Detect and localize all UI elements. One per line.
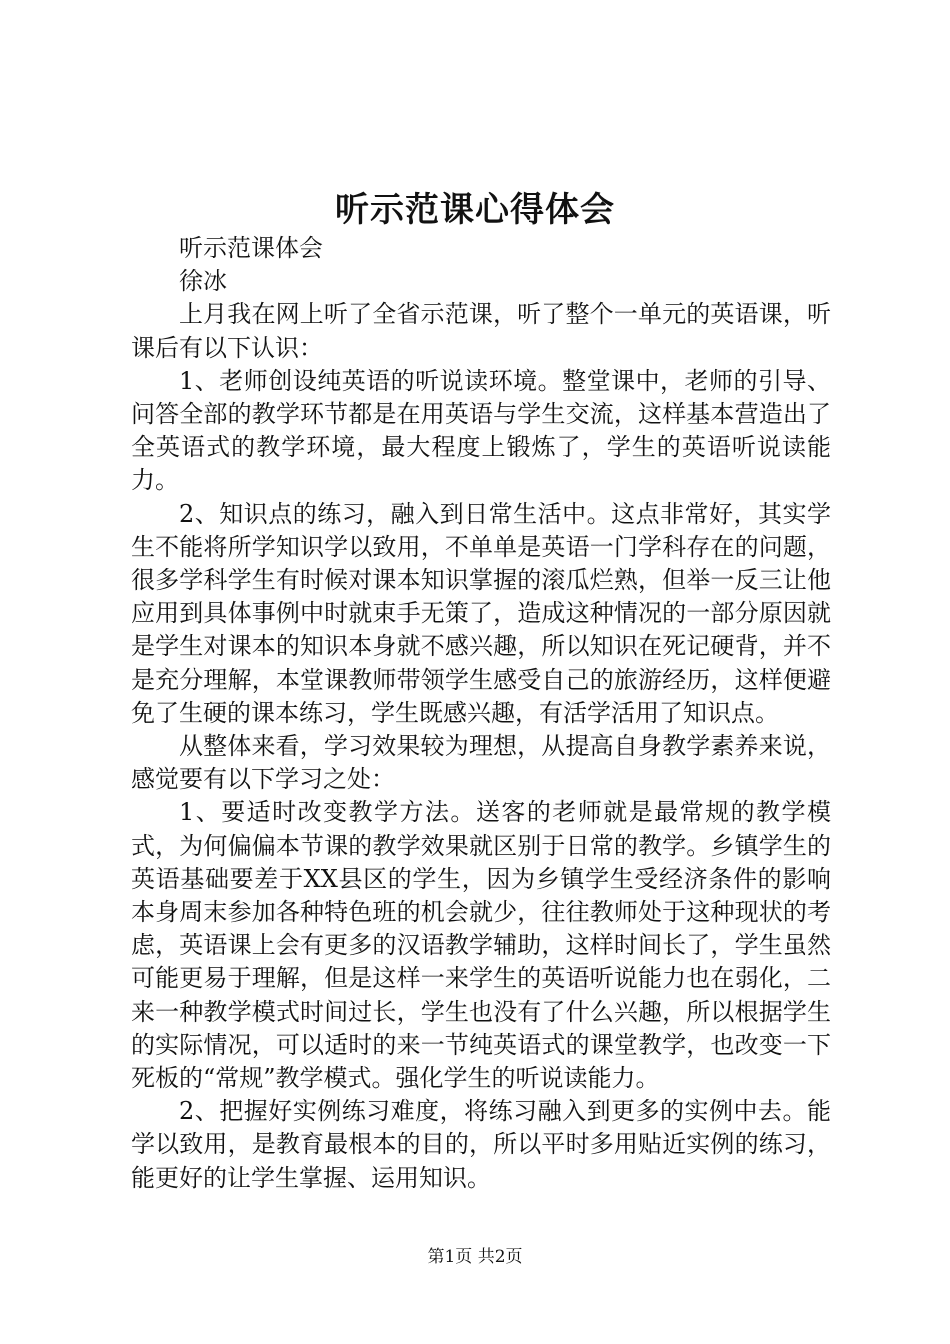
intro-paragraph: 上月我在网上听了全省示范课，听了整个一单元的英语课，听课后有以下认识： [131,300,831,362]
learning-paragraph-1: 1、要适时改变教学方法。送客的老师就是最常规的教学模式，为何偏偏本节课的教学效果就区别于日常的教学。乡镇学生的英语基础要差于XX县区的学生，因为乡镇学生受经济条件的影响本身周末参加各种特色班的机会就少，往往教师处于这种现状的考虑，英语课上会有更多的汉语教学辅助，这样时间长了，学生虽然可能更易于理解，但是这样一来学生的英语听说能力也在弱化，二来一种教学模式时间过长，学生也没有了什么兴趣，所以根据学生的实际情况，可以适时的来一节纯英语式的课堂教学，也改变一下死板的“常规”教学模式。强化学生的听说读能力。 [131,798,831,1093]
point-paragraph-2: 2、知识点的练习，融入到日常生活中。这点非常好，其实学生不能将所学知识学以致用，不单单是英语一门学科存在的问题，很多学科学生有时候对课本知识掌握的滚瓜烂熟，但举一反三让他应用到具体事例中时就束手无策了，造成这种情况的一部分原因就是学生对课本的知识本身就不感兴趣，所以知识在死记硬背，并不是充分理解，本堂课教师带领学生感受自己的旅游经历，这样便避免了生硬的课本练习，学生既感兴趣，有活学活用了知识点。 [131,499,831,727]
subtitle-paragraph: 听示范课体会 [179,234,323,262]
point-paragraph-1: 1、老师创设纯英语的听说读环境。整堂课中，老师的引导、问答全部的教学环节都是在用英语与学生交流，这样基本营造出了全英语式的教学环境，最大程度上锻炼了，学生的英语听说读能力。 [131,366,831,495]
author-paragraph: 徐冰 [179,267,227,296]
summary-paragraph: 从整体来看，学习效果较为理想，从提高自身教学素养来说，感觉要有以下学习之处： [131,732,831,794]
learning-paragraph-2: 2、把握好实例练习难度，将练习融入到更多的实例中去。能学以致用，是教育最根本的目的，所以平时多用贴近实例的练习，能更好的让学生掌握、运用知识。 [131,1097,831,1192]
document-title: 听示范课心得体会 [335,190,615,230]
document-body [131,232,831,1195]
page-footer: 第1页 共2页 [427,1247,523,1267]
